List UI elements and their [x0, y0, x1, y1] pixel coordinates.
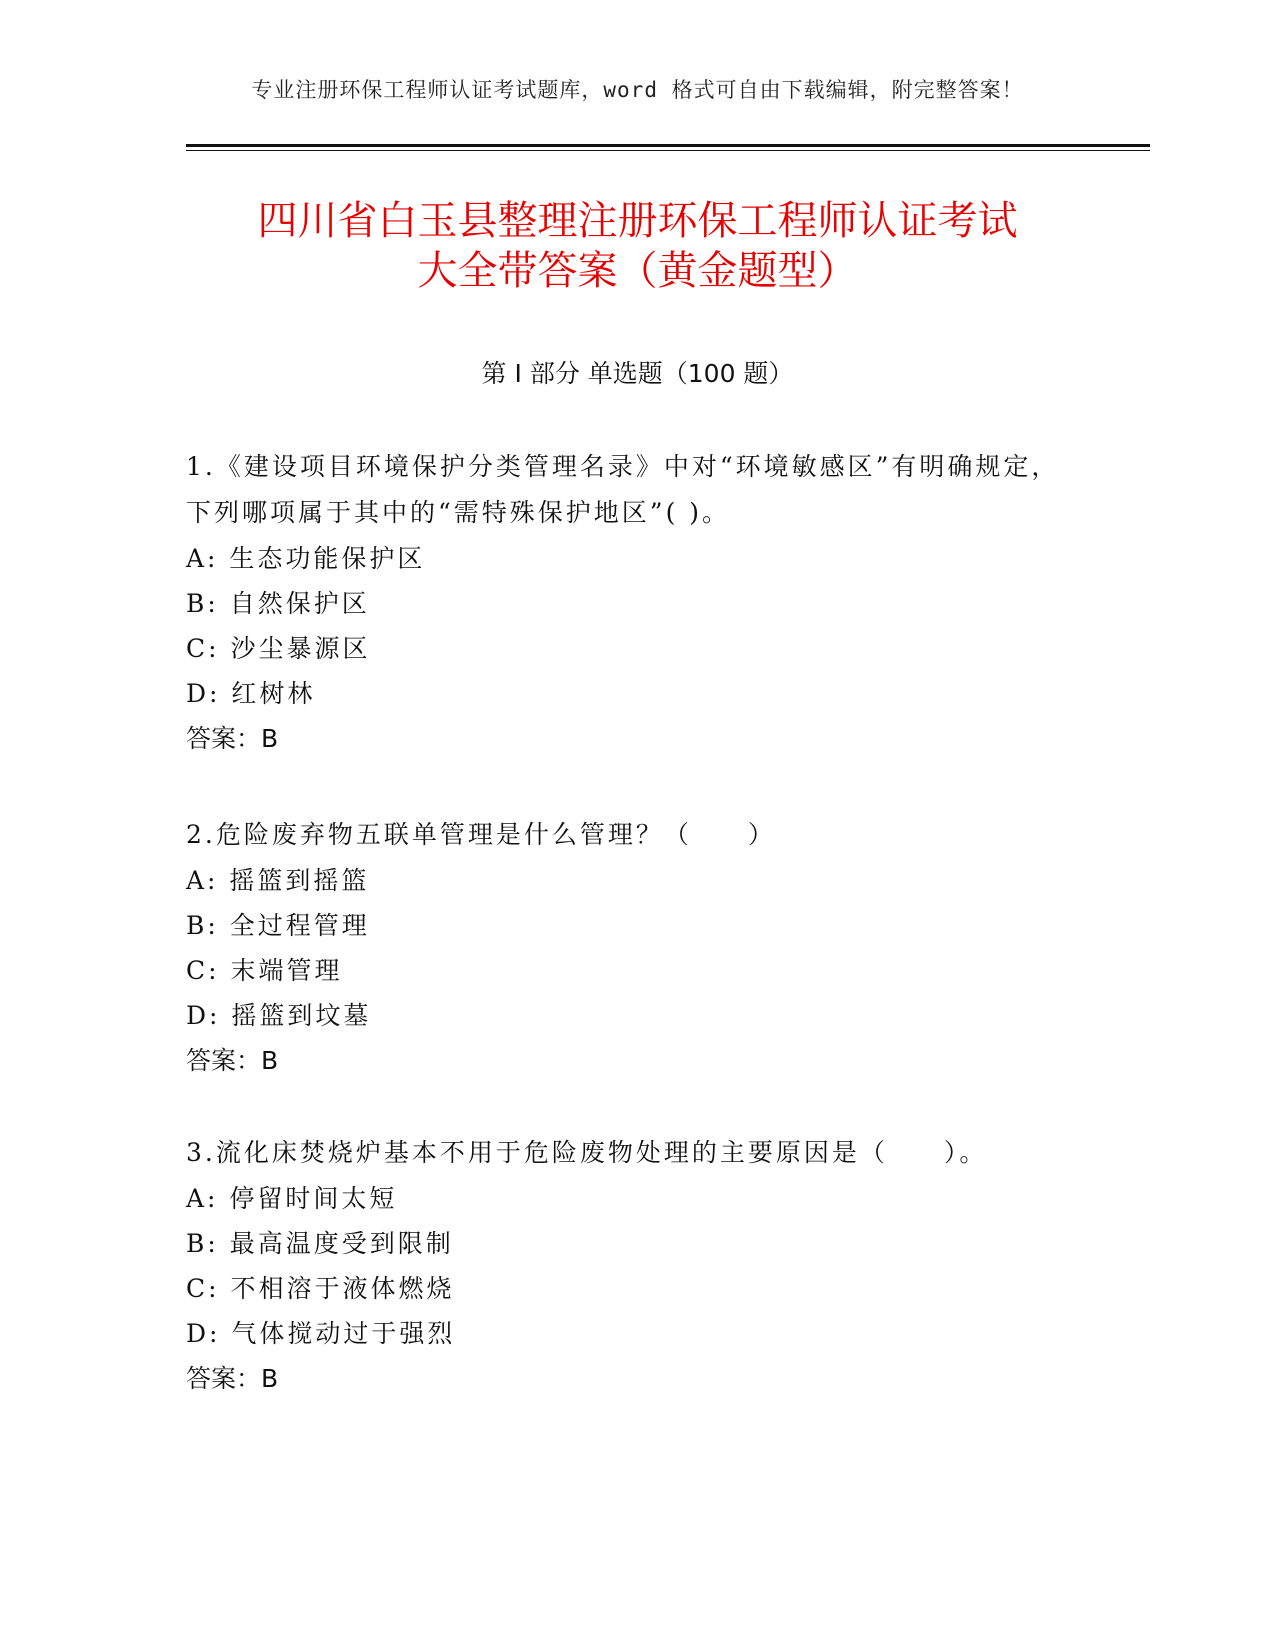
answer: 答案：B [186, 724, 279, 753]
question-text: 2.危险废弃物五联单管理是什么管理？（ ） [186, 820, 776, 849]
question-3 [186, 1130, 1066, 1402]
question-1 [186, 444, 1066, 762]
answer: 答案：B [186, 1046, 279, 1075]
option-d: D: 红树林 [186, 679, 316, 708]
option-d: D: 摇篮到坟墓 [186, 1001, 372, 1030]
option-c: C: 不相溶于液体燃烧 [186, 1274, 455, 1303]
header-divider-thick [186, 144, 1150, 147]
option-a: A: 摇篮到摇篮 [186, 866, 370, 895]
option-d: D: 气体搅动过于强烈 [186, 1319, 456, 1348]
option-a: A: 停留时间太短 [186, 1184, 398, 1213]
header-note: 专业注册环保工程师认证考试题库，word 格式可自由下载编辑，附完整答案！ [251, 78, 1024, 102]
option-b: B: 全过程管理 [186, 911, 370, 940]
document-title [150, 196, 1125, 296]
question-text: 3.流化床焚烧炉基本不用于危险废物处理的主要原因是（ ）。 [186, 1138, 988, 1167]
question-2 [186, 812, 1066, 1084]
document-title-line-2: 大全带答案（黄金题型） [417, 248, 858, 294]
answer: 答案：B [186, 1364, 279, 1393]
option-a: A: 生态功能保护区 [186, 544, 426, 573]
option-c: C: 沙尘暴源区 [186, 634, 371, 663]
header-divider-thin [186, 150, 1150, 151]
option-b: B: 自然保护区 [186, 589, 370, 618]
document-title-line-1: 四川省白玉县整理注册环保工程师认证考试 [257, 198, 1018, 244]
section-heading: 第 I 部分 单选题（100 题） [481, 359, 794, 388]
option-b: B: 最高温度受到限制 [186, 1229, 454, 1258]
option-c: C: 末端管理 [186, 956, 343, 985]
question-text: 1.《建设项目环境保护分类管理名录》中对“环境敏感区”有明确规定，下列哪项属于其中的“需特殊保护地区”( )。 [186, 452, 1060, 527]
